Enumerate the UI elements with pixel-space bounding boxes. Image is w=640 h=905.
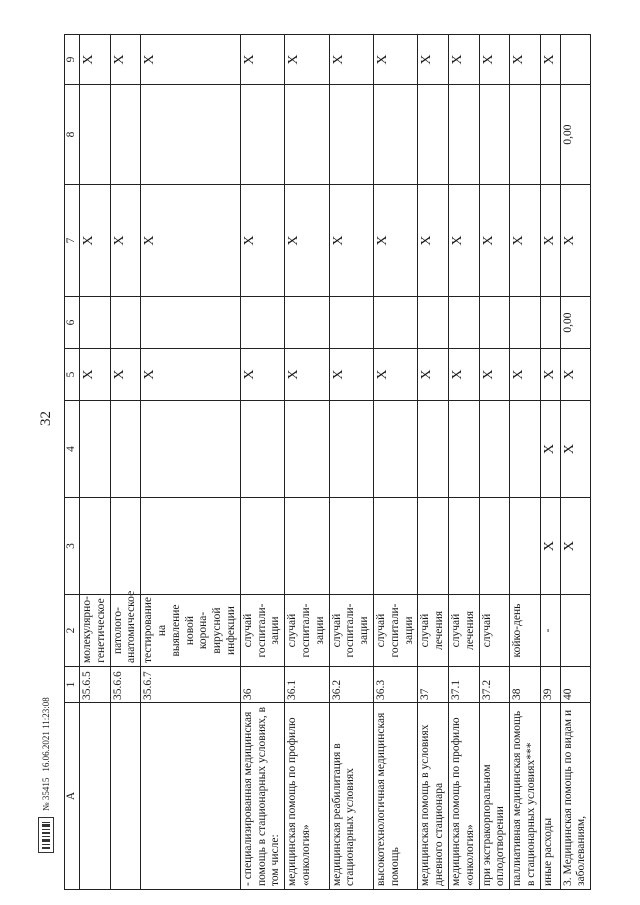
table-row xyxy=(540,35,560,890)
table-row xyxy=(448,35,479,890)
table-cell-c3 xyxy=(110,498,141,595)
header-cell: 5 xyxy=(65,349,80,401)
table-cell-c7: X xyxy=(479,185,510,297)
table-cell-code: 37.2 xyxy=(479,667,510,703)
header-cell: 2 xyxy=(65,595,80,667)
table-cell-c5: X xyxy=(373,349,417,401)
table-cell-c8 xyxy=(80,85,111,185)
table-cell-c8: 0,00 xyxy=(560,85,591,185)
header-cell: 8 xyxy=(65,85,80,185)
table-cell-a: медицинская помощь по профилю «онкология» xyxy=(448,703,479,890)
table-row xyxy=(80,35,111,890)
table-row xyxy=(560,35,591,890)
header-cell: 3 xyxy=(65,498,80,595)
table-row xyxy=(373,35,417,890)
table-cell-c9: X xyxy=(141,35,241,85)
table-cell-unit: случай лечения xyxy=(418,595,449,667)
table-cell-c8 xyxy=(448,85,479,185)
doc-number: № 35415 xyxy=(41,777,51,811)
table-row xyxy=(329,35,373,890)
table-cell-code: 36.2 xyxy=(329,667,373,703)
table-cell-c4 xyxy=(448,401,479,498)
table-cell-unit: случай лечения xyxy=(448,595,479,667)
table-cell-c8 xyxy=(285,85,329,185)
table-row xyxy=(510,35,541,890)
table-cell-c7: X xyxy=(141,185,241,297)
table-row xyxy=(285,35,329,890)
table-cell-c7: X xyxy=(373,185,417,297)
barcode-logo-icon xyxy=(38,817,54,853)
table-cell-c8 xyxy=(540,85,560,185)
table-cell-c7: X xyxy=(510,185,541,297)
table-cell-c5: X xyxy=(141,349,241,401)
table-cell-a: при экстракорпоральном оплодотворении xyxy=(479,703,510,890)
table-cell-c4 xyxy=(80,401,111,498)
header-cell: 6 xyxy=(65,297,80,349)
header-cell: A xyxy=(65,703,80,890)
table-cell-code: 37.1 xyxy=(448,667,479,703)
table-cell-c3 xyxy=(448,498,479,595)
table-cell-unit: патолого-анатомическое xyxy=(110,595,141,667)
table-cell-c3: X xyxy=(540,498,560,595)
table-cell-c4 xyxy=(479,401,510,498)
page-number: 32 xyxy=(38,411,54,426)
table-cell-code: 35.6.6 xyxy=(110,667,141,703)
table-cell-c9: X xyxy=(110,35,141,85)
table-cell-c8 xyxy=(110,85,141,185)
table-cell-c3 xyxy=(240,498,284,595)
table-cell-c7: X xyxy=(448,185,479,297)
table-cell-c4 xyxy=(285,401,329,498)
table-row xyxy=(240,35,284,890)
table-cell-unit: случай госпитали-зации xyxy=(240,595,284,667)
header-cell: 4 xyxy=(65,401,80,498)
table-cell-a: иные расходы xyxy=(540,703,560,890)
table-cell-c3 xyxy=(479,498,510,595)
table-cell-c3 xyxy=(329,498,373,595)
table-cell-c6 xyxy=(285,297,329,349)
table-cell-c4: X xyxy=(540,401,560,498)
table-cell-c6 xyxy=(540,297,560,349)
table-cell-code: 35.6.5 xyxy=(80,667,111,703)
table-cell-c9 xyxy=(560,35,591,85)
table-cell-c5: X xyxy=(560,349,591,401)
table-cell-c5: X xyxy=(80,349,111,401)
table-cell-c7: X xyxy=(240,185,284,297)
table-cell-code: 36.1 xyxy=(285,667,329,703)
table-cell-c5: X xyxy=(448,349,479,401)
table-cell-code: 38 xyxy=(510,667,541,703)
table-cell-c5: X xyxy=(240,349,284,401)
table-cell-c3 xyxy=(80,498,111,595)
table-cell-c8 xyxy=(479,85,510,185)
data-table xyxy=(64,34,591,890)
table-cell-c6 xyxy=(141,297,241,349)
table-cell-c9: X xyxy=(448,35,479,85)
table-cell-c9: X xyxy=(329,35,373,85)
table-cell-c9: X xyxy=(418,35,449,85)
table-cell-c3 xyxy=(418,498,449,595)
table-cell-c9: X xyxy=(80,35,111,85)
table-cell-c7: X xyxy=(418,185,449,297)
table-cell-unit: случай xyxy=(479,595,510,667)
table-cell-unit: случай госпитали-зации xyxy=(329,595,373,667)
table-cell-c3 xyxy=(510,498,541,595)
table-cell-c3 xyxy=(141,498,241,595)
table-cell-c8 xyxy=(329,85,373,185)
table-cell-c4 xyxy=(373,401,417,498)
table-cell-c4 xyxy=(240,401,284,498)
table-cell-c7: X xyxy=(110,185,141,297)
table-cell-c9: X xyxy=(479,35,510,85)
table-cell-c7: X xyxy=(80,185,111,297)
header-cell: 7 xyxy=(65,185,80,297)
table-row xyxy=(141,35,241,890)
table-cell-c4 xyxy=(141,401,241,498)
table-row xyxy=(479,35,510,890)
table-cell-code: 36 xyxy=(240,667,284,703)
rotated-table-container xyxy=(64,35,588,890)
table-cell-a: медицинская помощь по профилю «онкология» xyxy=(285,703,329,890)
table-cell-c9: X xyxy=(285,35,329,85)
table-cell-c9: X xyxy=(540,35,560,85)
table-row xyxy=(418,35,449,890)
table-cell-c3 xyxy=(285,498,329,595)
table-cell-a xyxy=(141,703,241,890)
table-cell-unit: случай госпитали-зации xyxy=(285,595,329,667)
table-cell-c6 xyxy=(373,297,417,349)
table-row xyxy=(110,35,141,890)
header-cell: 9 xyxy=(65,35,80,85)
table-cell-unit: случай госпитали-зации xyxy=(373,595,417,667)
table-cell-c8 xyxy=(141,85,241,185)
table-cell-c6: 0,00 xyxy=(560,297,591,349)
table-cell-code: 37 xyxy=(418,667,449,703)
table-cell-c7: X xyxy=(285,185,329,297)
table-cell-c3 xyxy=(373,498,417,595)
table-cell-c9: X xyxy=(510,35,541,85)
table-cell-c5: X xyxy=(540,349,560,401)
table-cell-c7: X xyxy=(329,185,373,297)
table-cell-c9: X xyxy=(373,35,417,85)
table-cell-a xyxy=(110,703,141,890)
table-cell-c3: X xyxy=(560,498,591,595)
table-cell-c8 xyxy=(373,85,417,185)
table-cell-code: 39 xyxy=(540,667,560,703)
table-cell-a: 3. Медицинская помощь по видам и заболеваниям, xyxy=(560,703,591,890)
table-cell-a xyxy=(80,703,111,890)
table-cell-c6 xyxy=(418,297,449,349)
table-cell-code: 35.6.7 xyxy=(141,667,241,703)
table-cell-c6 xyxy=(80,297,111,349)
table-cell-c6 xyxy=(110,297,141,349)
table-cell-c5: X xyxy=(285,349,329,401)
table-cell-c6 xyxy=(240,297,284,349)
table-cell-c4 xyxy=(329,401,373,498)
table-cell-c6 xyxy=(479,297,510,349)
table-cell-c4: X xyxy=(560,401,591,498)
table-cell-unit: койко-день xyxy=(510,595,541,667)
table-cell-c9: X xyxy=(240,35,284,85)
table-cell-c4 xyxy=(110,401,141,498)
table-cell-c6 xyxy=(448,297,479,349)
table-cell-c8 xyxy=(510,85,541,185)
table-cell-a: медицинская помощь в условиях дневного стационара xyxy=(418,703,449,890)
doc-timestamp: 16.06.2021 11:23:08 xyxy=(41,697,51,772)
table-cell-c5: X xyxy=(479,349,510,401)
table-cell-c8 xyxy=(418,85,449,185)
table-cell-c6 xyxy=(510,297,541,349)
table-cell-a: - специализированная медицинская помощь в стационарных условиях, в том числе: xyxy=(240,703,284,890)
table-cell-c8 xyxy=(240,85,284,185)
table-cell-c7: X xyxy=(560,185,591,297)
header-cell: 1 xyxy=(65,667,80,703)
table-cell-c4 xyxy=(418,401,449,498)
table-cell-c7: X xyxy=(540,185,560,297)
table-cell-unit: молекулярно-генетическое xyxy=(80,595,111,667)
table-cell-a: паллиативная медицинская помощь в стационарных условиях*** xyxy=(510,703,541,890)
table-cell-c6 xyxy=(329,297,373,349)
table-header-row xyxy=(65,35,80,890)
table-cell-c5: X xyxy=(510,349,541,401)
table-cell-unit: тестирование на выявление новой корона-вирусной инфекции xyxy=(141,595,241,667)
table-cell-code: 40 xyxy=(560,667,591,703)
table-cell-a: высокотехнологичная медицинская помощь xyxy=(373,703,417,890)
table-cell-code: 36.3 xyxy=(373,667,417,703)
table-cell-unit xyxy=(560,595,591,667)
table-cell-c5: X xyxy=(110,349,141,401)
table-cell-unit: - xyxy=(540,595,560,667)
table-cell-c5: X xyxy=(418,349,449,401)
table-cell-c4 xyxy=(510,401,541,498)
table-cell-c5: X xyxy=(329,349,373,401)
footer xyxy=(38,697,54,853)
table-cell-a: медицинская реабилитация в стационарных условиях xyxy=(329,703,373,890)
